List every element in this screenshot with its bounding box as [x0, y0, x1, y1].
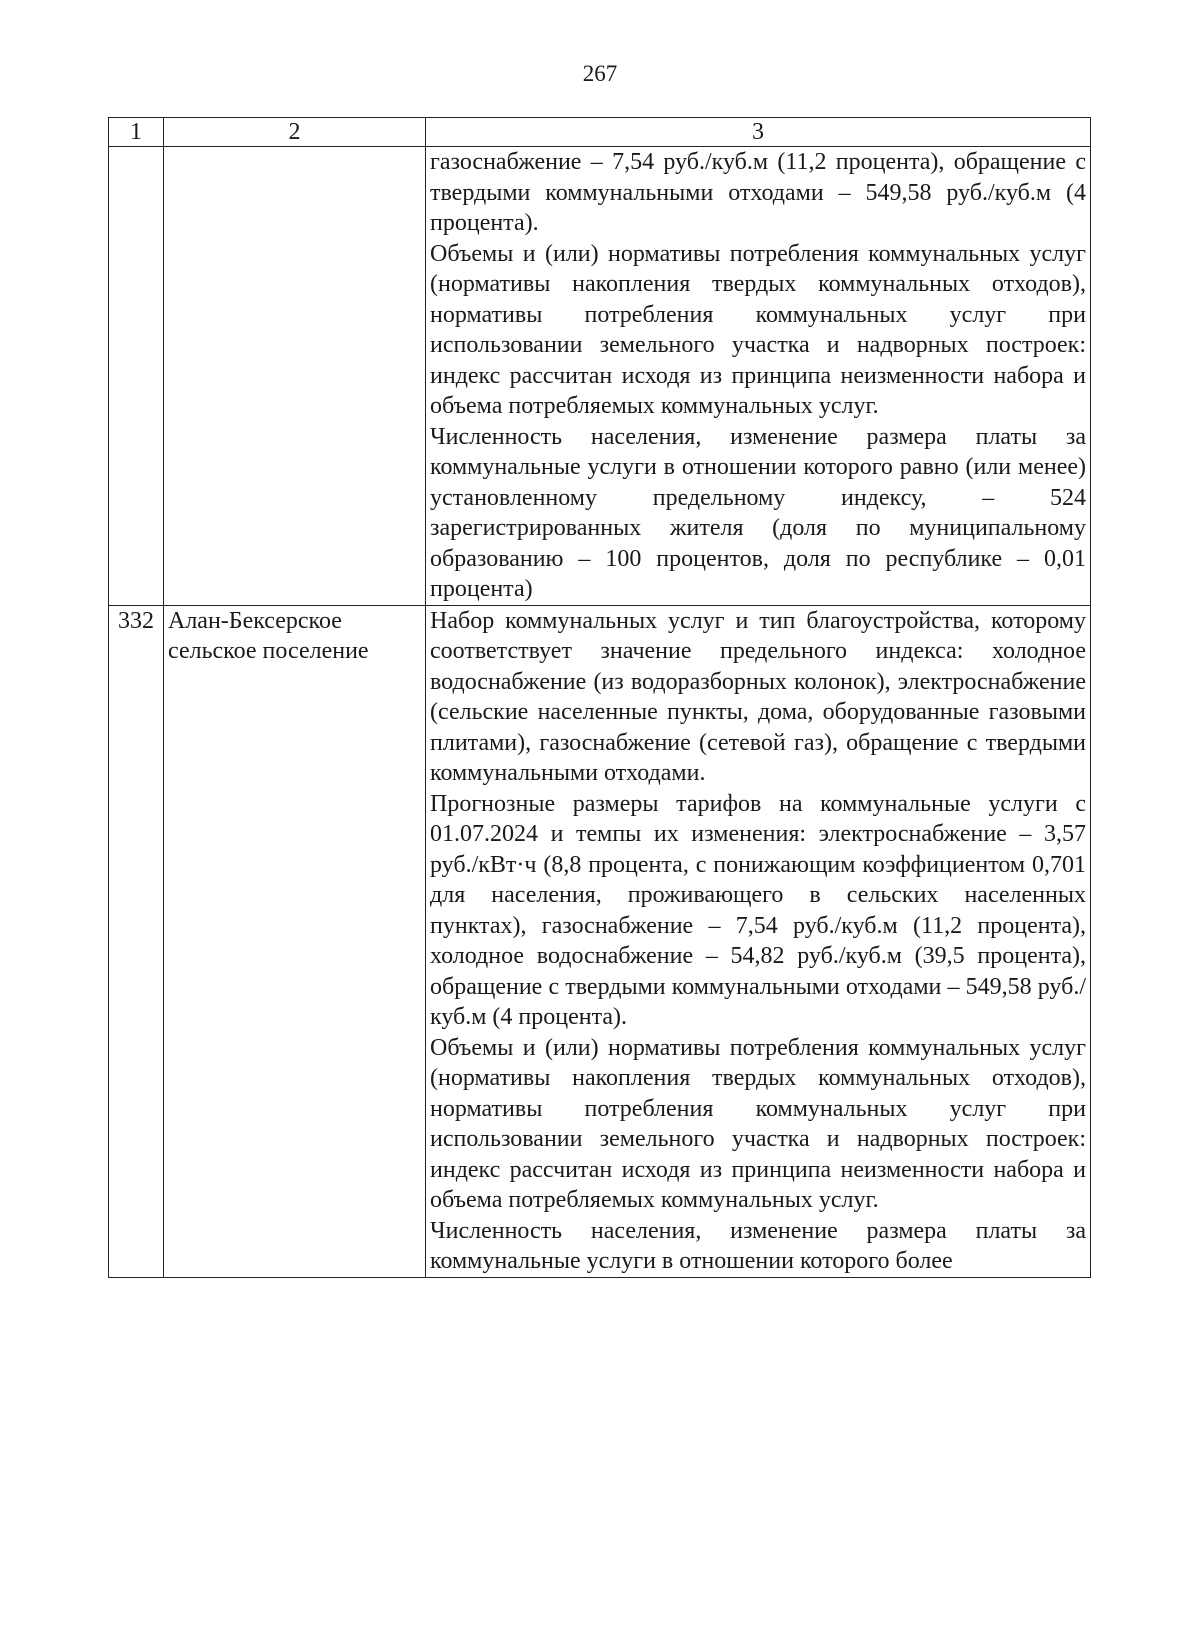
- description-cell: [426, 605, 1091, 1277]
- table-header-row: [109, 118, 1091, 147]
- index-table: [108, 117, 1091, 1278]
- description-paragraph: Прогнозные размеры тарифов на коммунальные услуги с 01.07.2024 и темпы их изменения: электроснабжение – 3,57 руб./кВт·ч (8,8 процента, с понижающим коэффициентом 0,701 для населения, проживающего в сельских населенных пунктах), газоснабжение – 7,54 руб./куб.м (11,2 процента), холодное водоснабжение – 54,82 руб./куб.м (39,5 процента), обращение с твердыми коммунальными отходами – 549,58 руб./куб.м (4 процента).: [430, 790, 1086, 1030]
- column-header-number: 1: [109, 118, 164, 147]
- description-paragraph: Объемы и (или) нормативы потребления коммунальных услуг (нормативы накопления твердых коммунальных отходов), нормативы потребления коммунальных услуг при использовании земельного участка и надворных построек: индекс рассчитан исходя из принципа неизменности набора и объема потребляемых коммунальных услуг.: [430, 1034, 1086, 1213]
- description-paragraph: Численность населения, изменение размера платы за коммунальные услуги в отношении которого равно (или менее) установленному предельному индексу, – 524 зарегистрированных жителя (доля по муниципальному образованию – 100 процентов, доля по республике – 0,01 процента): [430, 423, 1086, 602]
- table-row: [109, 147, 1091, 606]
- column-header-description: 3: [426, 118, 1091, 147]
- municipality-name-cell: [164, 147, 426, 606]
- row-number-cell: [109, 147, 164, 606]
- description-paragraph: Объемы и (или) нормативы потребления коммунальных услуг (нормативы накопления твердых коммунальных отходов), нормативы потребления коммунальных услуг при использовании земельного участка и надворных построек: индекс рассчитан исходя из принципа неизменности набора и объема потребляемых коммунальных услуг.: [430, 240, 1086, 419]
- description-paragraph: газоснабжение – 7,54 руб./куб.м (11,2 процента), обращение с твердыми коммунальными отходами – 549,58 руб./куб.м (4 процента).: [430, 149, 1086, 236]
- column-header-name: 2: [164, 118, 426, 147]
- municipality-name-cell: Алан-Бексерское сельское поселение: [164, 605, 426, 1277]
- page-number: 267: [582, 61, 618, 86]
- row-number-cell: 332: [109, 605, 164, 1277]
- table-row: [109, 605, 1091, 1277]
- description-cell: [426, 147, 1091, 606]
- description-paragraph: Набор коммунальных услуг и тип благоустройства, которому соответствует значение предельного индекса: холодное водоснабжение (из водоразборных колонок), электроснабжение (сельские населенные пункты, дома, оборудованные газовыми плитами), газоснабжение (сетевой газ), обращение с твердыми коммунальными отходами.: [430, 607, 1086, 786]
- description-paragraph: Численность населения, изменение размера платы за коммунальные услуги в отношении которого более: [430, 1217, 1086, 1274]
